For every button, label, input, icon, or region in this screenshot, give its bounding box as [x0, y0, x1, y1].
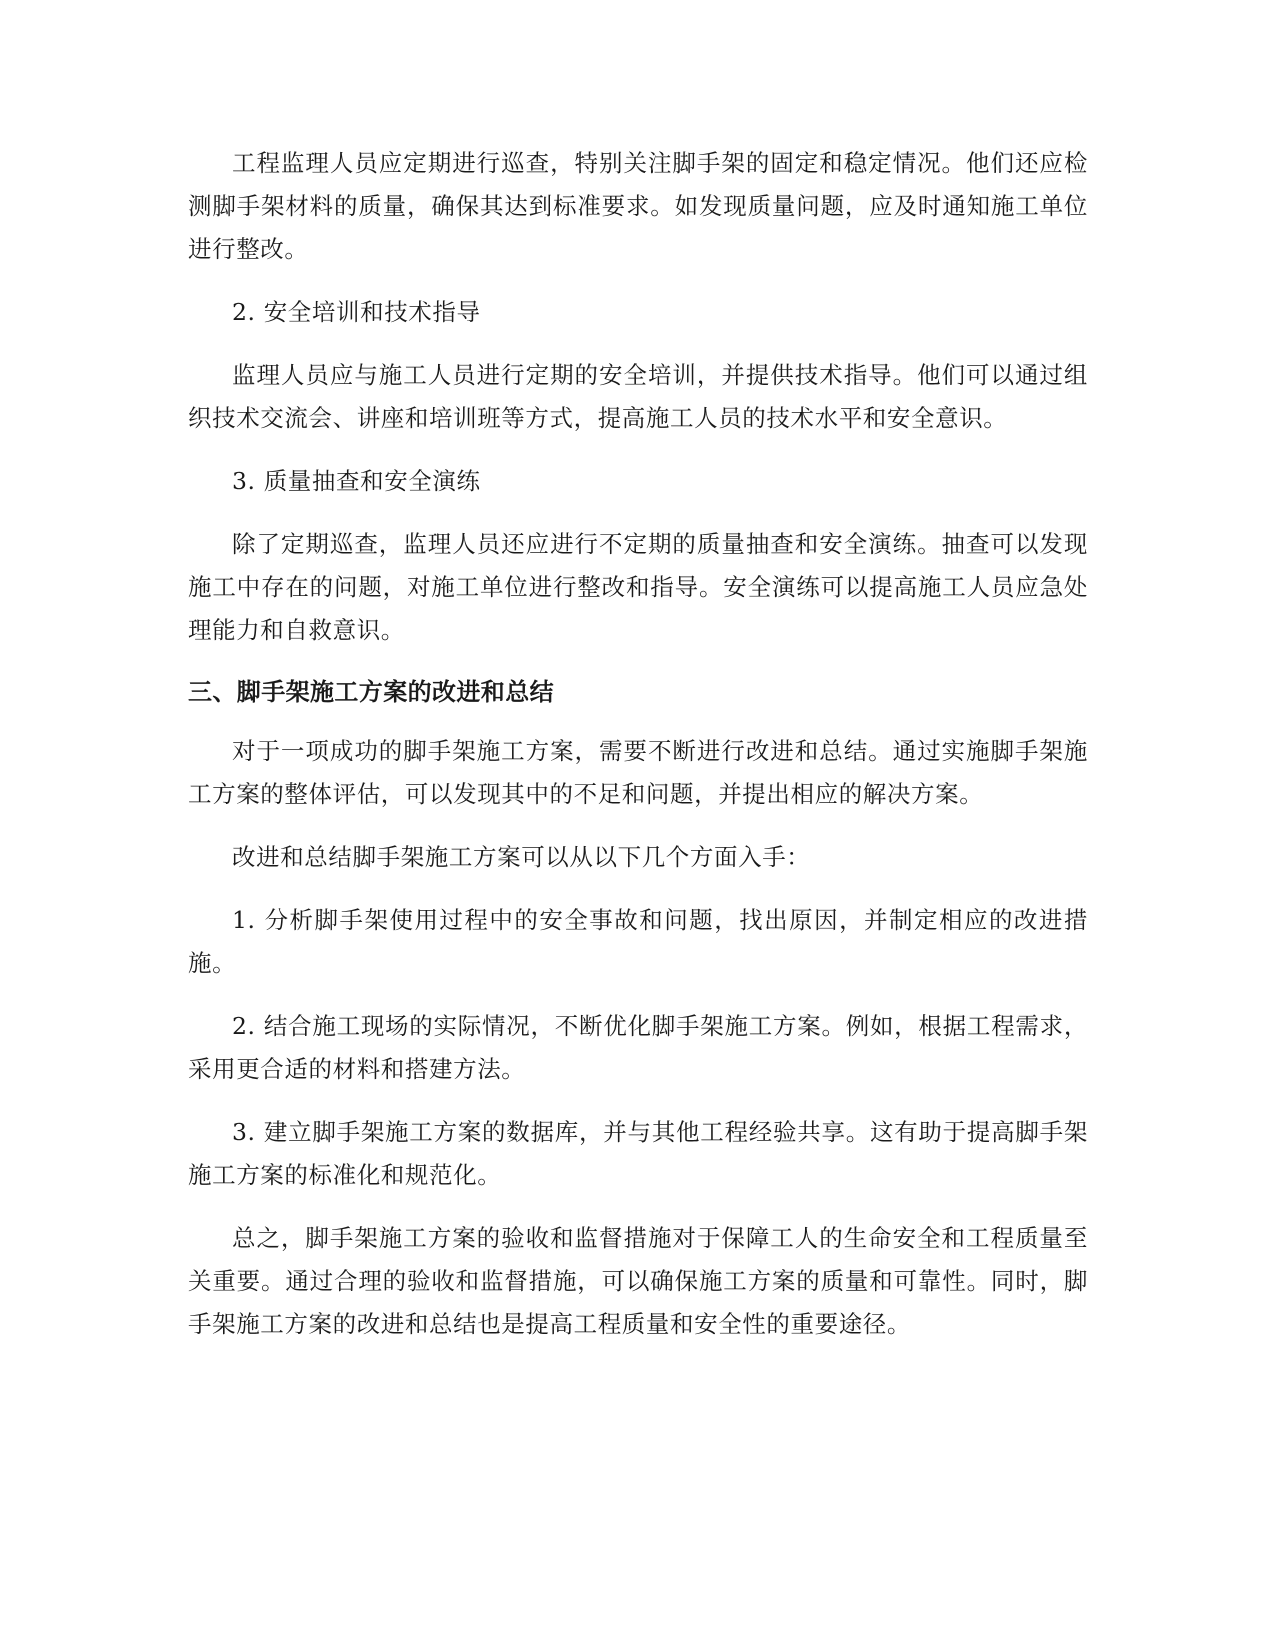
paragraph-conclusion: 总之，脚手架施工方案的验收和监督措施对于保障工人的生命安全和工程质量至关重要。通过合理的验收和监督措施，可以确保施工方案的质量和可靠性。同时，脚手架施工方案的改进和总结也是提高工程质量和安全性的重要途径。: [188, 1224, 1088, 1338]
item-2-title: 2. 安全培训和技术指导: [232, 298, 481, 326]
list-item-1: 1. 分析脚手架使用过程中的安全事故和问题，找出原因，并制定相应的改进措施。: [188, 906, 1088, 977]
list-item-3: 3. 建立脚手架施工方案的数据库，并与其他工程经验共享。这有助于提高脚手架施工方案的标准化和规范化。: [188, 1118, 1088, 1189]
paragraph-improvement-intro: 对于一项成功的脚手架施工方案，需要不断进行改进和总结。通过实施脚手架施工方案的整体评估，可以发现其中的不足和问题，并提出相应的解决方案。: [188, 737, 1088, 808]
list-item-2: 2. 结合施工现场的实际情况，不断优化脚手架施工方案。例如，根据工程需求，采用更合适的材料和搭建方法。: [188, 1012, 1088, 1083]
section-3-heading: 三、脚手架施工方案的改进和总结: [188, 678, 554, 706]
paragraph-spot-check: 除了定期巡查，监理人员还应进行不定期的质量抽查和安全演练。抽查可以发现施工中存在的问题，对施工单位进行整改和指导。安全演练可以提高施工人员应急处理能力和自救意识。: [188, 530, 1088, 644]
paragraph-inspection: 工程监理人员应定期进行巡查，特别关注脚手架的固定和稳定情况。他们还应检测脚手架材料的质量，确保其达到标准要求。如发现质量问题，应及时通知施工单位进行整改。: [188, 149, 1088, 263]
document-page: [188, 142, 1088, 1366]
paragraph-improvement-lead: 改进和总结脚手架施工方案可以从以下几个方面入手：: [232, 843, 811, 871]
item-3-title: 3. 质量抽查和安全演练: [232, 467, 481, 495]
paragraph-training: 监理人员应与施工人员进行定期的安全培训，并提供技术指导。他们可以通过组织技术交流会、讲座和培训班等方式，提高施工人员的技术水平和安全意识。: [188, 361, 1088, 432]
